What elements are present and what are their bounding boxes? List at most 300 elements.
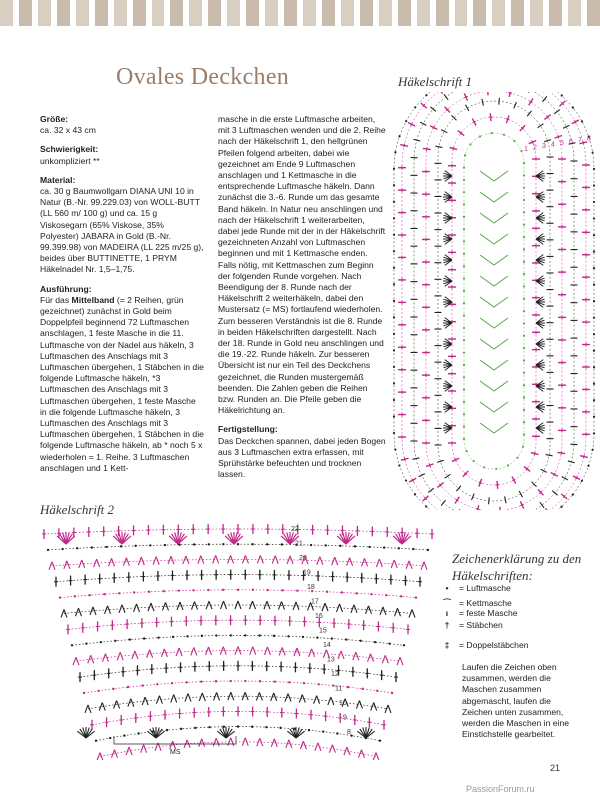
- treble-stitch-mark: [499, 98, 500, 105]
- double-crochet-crossbar: [561, 451, 562, 455]
- treble-stitch-mark: [465, 105, 468, 111]
- border-stitch-mark: [328, 697, 331, 705]
- treble-stitch-mark: [413, 458, 420, 460]
- border-chain-mark: [157, 636, 159, 638]
- border-chain-mark: [114, 640, 116, 642]
- instructions-column-2: [218, 114, 386, 489]
- border-stitch-mark: [315, 743, 318, 751]
- border-chain-mark: [103, 593, 105, 595]
- chain-stitch-mark: [523, 347, 525, 349]
- center-band-mark: [480, 318, 508, 328]
- border-chain-mark: [391, 692, 393, 694]
- border-chain-mark: [266, 543, 268, 545]
- border-chain-mark: [208, 543, 210, 545]
- chain-stitch-mark: [591, 449, 593, 451]
- instructions-column-1: [40, 114, 204, 482]
- chain-stitch-mark: [463, 277, 465, 279]
- groesse-value: ca. 32 x 43 cm: [40, 125, 96, 136]
- border-stitch-mark: [238, 601, 241, 609]
- border-stitch-mark: [332, 745, 335, 753]
- legend-title: Zeichenerklärung zu den Häkelschriften:: [452, 551, 582, 583]
- border-chain-mark: [281, 589, 283, 591]
- border-stitch-mark: [228, 738, 231, 746]
- chain-stitch-mark: [393, 349, 395, 351]
- chart-row-label: 9: [343, 714, 347, 722]
- border-stitch-mark: [245, 738, 248, 746]
- chain-stitch-mark: [560, 506, 562, 508]
- treble-stitch-mark: [528, 92, 531, 93]
- border-chain-mark: [347, 686, 349, 688]
- border-stitch-mark: [97, 559, 100, 567]
- chain-stitch-mark: [394, 448, 396, 450]
- legend-label: = Luftmasche: [459, 583, 511, 593]
- border-chain-mark: [71, 644, 73, 646]
- border-stitch-mark: [257, 555, 260, 563]
- border-chain-mark: [258, 634, 260, 636]
- center-band-mark: [480, 255, 508, 265]
- border-chain-mark: [341, 591, 343, 593]
- legend-item: [441, 583, 511, 593]
- treble-stitch-mark: [538, 124, 544, 128]
- border-chain-mark: [266, 589, 268, 591]
- treble-stitch-mark: [437, 460, 444, 462]
- chain-stitch-mark: [523, 409, 525, 411]
- center-band-mark: [480, 381, 508, 391]
- decorative-stripe-bar: [0, 0, 600, 26]
- border-chain-mark: [230, 634, 232, 636]
- treble-stitch-mark: [435, 146, 442, 147]
- border-chain-mark: [186, 635, 188, 637]
- border-chain-mark: [361, 688, 363, 690]
- chart-row-label: 8: [347, 729, 351, 736]
- border-chain-mark: [88, 594, 90, 596]
- border-chain-mark: [379, 740, 381, 742]
- treble-stitch-mark: [562, 477, 568, 480]
- treble-stitch-mark: [514, 102, 517, 108]
- chart-ring: [402, 92, 586, 510]
- chart-row-label: 12: [331, 671, 339, 678]
- chain-stitch-mark: [593, 383, 595, 385]
- chain-stitch-mark: [593, 300, 595, 302]
- border-chain-mark: [177, 589, 179, 591]
- treble-stitch-mark: [552, 491, 557, 496]
- chart-row-label: 13: [327, 656, 335, 664]
- treble-stitch-mark: [554, 110, 560, 114]
- border-chain-mark: [251, 543, 253, 545]
- border-chain-mark: [85, 642, 87, 644]
- border-chain-mark: [251, 726, 253, 728]
- border-chain-mark: [316, 636, 318, 638]
- border-chain-mark: [127, 686, 129, 688]
- border-stitch-mark: [250, 647, 253, 655]
- border-stitch-mark: [156, 557, 159, 565]
- border-chain-mark: [215, 680, 217, 682]
- border-chain-mark: [166, 729, 168, 731]
- chain-stitch-mark: [425, 505, 427, 507]
- border-chain-mark: [308, 729, 310, 731]
- chain-stitch-mark: [463, 339, 465, 341]
- double-crochet-crossbar: [534, 452, 535, 455]
- border-stitch-mark: [323, 650, 326, 658]
- legend-note: Laufen die Zeichen oben zusammen, werden die Maschen zusammen abgemascht, laufen die Zeichen unten zusammen, werden die Maschen in eine Einstichstelle gearbeitet.: [462, 662, 570, 740]
- fertigstellung-label: Fertigstellung:: [218, 424, 278, 435]
- double-crochet-crossbar: [453, 147, 454, 150]
- center-band-mark: [480, 276, 508, 286]
- chain-stitch-mark: [523, 298, 525, 300]
- chain-stitch-mark: [393, 168, 395, 170]
- border-chain-mark: [302, 636, 304, 638]
- schwierigkeit-value: unkompliziert **: [40, 155, 100, 166]
- chart-row-label: 3: [542, 143, 546, 150]
- legend-item: [441, 608, 518, 618]
- treble-stitch-mark: [456, 486, 460, 491]
- border-chain-mark: [355, 592, 357, 594]
- border-chain-mark: [74, 595, 76, 597]
- double-crochet-mark: [487, 92, 488, 95]
- double-crochet-crossbar: [476, 509, 479, 510]
- chain-stitch-mark: [393, 201, 395, 203]
- treble-stitch-mark: [441, 500, 445, 505]
- border-chain-mark: [237, 543, 239, 545]
- chain-stitch-mark: [393, 217, 395, 219]
- treble-stitch-mark: [444, 94, 448, 100]
- double-crochet-crossbar: [455, 458, 456, 461]
- chain-stitch-mark: [593, 250, 595, 252]
- chain-stitch-mark: [414, 106, 416, 108]
- border-chain-mark: [163, 590, 165, 592]
- double-crochet-crossbar: [558, 135, 559, 138]
- chain-stitch-mark: [523, 359, 525, 361]
- legend-symbol: ı: [445, 608, 449, 618]
- border-chain-mark: [208, 726, 210, 728]
- chart-row-label: 10: [339, 700, 347, 707]
- border-chain-mark: [95, 740, 97, 742]
- material-text: ca. 30 g Baumwollgarn DIANA UNI 10 in Natur (B.-Nr. 99.229.03) von WOLL-BUTT (LL 560 m/ 100 g) und ca. 15 g Viskosegarn (65% Viskose, 35% Polyester) JABARA in Gold (B.-Nr. 99.399.98) von MADEIRA (LL 225 m/25 g), beides über BUTTINETTE, 1 PRYM Häkelnadel Nr. 1,5–1,75.: [40, 186, 204, 275]
- border-row-arc: [64, 605, 412, 614]
- border-stitch-mark: [376, 753, 379, 760]
- chart-row-label: 2: [533, 144, 537, 152]
- border-stitch-mark: [129, 747, 132, 755]
- border-stitch-mark: [424, 562, 427, 570]
- border-chain-mark: [229, 680, 231, 682]
- border-chain-mark: [141, 684, 143, 686]
- chain-stitch-mark: [414, 493, 416, 495]
- border-stitch-mark: [117, 652, 120, 660]
- border-chain-mark: [120, 545, 122, 547]
- border-stitch-mark: [359, 701, 362, 709]
- chain-stitch-mark: [593, 350, 595, 352]
- chain-stitch-mark: [463, 228, 465, 230]
- double-crochet-mark: [545, 508, 550, 510]
- chain-stitch-mark: [463, 179, 465, 181]
- border-stitch-mark: [171, 695, 174, 703]
- border-chain-mark: [403, 644, 405, 646]
- schwierigkeit-label: Schwierigkeit:: [40, 144, 99, 155]
- treble-stitch-mark: [519, 491, 522, 497]
- treble-stitch-mark: [527, 111, 531, 116]
- chain-stitch-mark: [463, 203, 465, 205]
- chain-stitch-mark: [592, 151, 594, 153]
- chart-row-label: 7: [578, 137, 582, 144]
- chain-stitch-mark: [523, 199, 525, 201]
- treble-stitch-mark: [542, 96, 546, 101]
- treble-stitch-mark: [544, 140, 551, 142]
- border-chain-mark: [385, 594, 387, 596]
- center-band-mark: [480, 213, 508, 223]
- col2-text: masche in die erste Luftmasche arbeiten, mit 3 Luftmaschen wenden und die 2. Reihe nach der Häkelschrift 1, den hellgrünen Pfeilen folgend arbeiten, dabei wie gezeichnet am Ende 9 Luftmaschen anschlagen und 1 Kettmasche in die entsprechende Luftmasche häkeln. Dann zunächst die 3.-6. Runde um das gesamte Band häkeln. In Natur neu anschlingen und nach der Häkelschrift 1 weiterarbeiten, dabei jede Runde mit der in der Häkelschrift gezeichneten Anzahl von Luftmaschen beginnen und mit 1 Kettmasche enden. Falls nötig, mit Kettmaschen zum Beginn der folgenden Runde vorgehen. Nach Beendigung der 8. Runde nach der Häkelschrift 2 weiterhäkeln, dabei den Mustersatz (= MS) fortlaufend wiederholen. Zum besseren Verständnis ist die 8. Runde in beiden Häkelschriften dargestellt. Nach der 18. Runde in Gold neu anschlingen und die 19.-22. Runde häkeln. Zur besseren Übersicht ist nur ein Teil des Deckchens gezeichnet, die Runden mustergemäß beenden. Die Zahlen geben die Reihen bzw. Runden an. Die Pfeile geben die Häkelrichtung an.: [218, 114, 386, 416]
- chain-stitch-mark: [561, 94, 563, 96]
- chain-stitch-mark: [393, 283, 395, 285]
- chart-ring: [394, 92, 594, 510]
- border-stitch-mark: [317, 557, 320, 565]
- border-chain-mark: [137, 732, 139, 734]
- chain-stitch-mark: [465, 450, 467, 452]
- treble-stitch-mark: [540, 502, 544, 508]
- border-chain-mark: [374, 641, 376, 643]
- border-chain-mark: [383, 546, 385, 548]
- border-chain-mark: [200, 680, 202, 682]
- chain-stitch-mark: [463, 216, 465, 218]
- chain-stitch-mark: [393, 267, 395, 269]
- chain-stitch-mark: [393, 250, 395, 252]
- chain-stitch-mark: [523, 273, 525, 275]
- chain-stitch-mark: [491, 132, 493, 134]
- double-crochet-crossbar: [506, 119, 509, 120]
- double-crochet-crossbar: [426, 147, 427, 151]
- chain-stitch-mark: [503, 134, 505, 136]
- border-stitch-mark: [400, 657, 403, 665]
- chain-stitch-mark: [522, 446, 524, 448]
- legend-label: = feste Masche: [459, 608, 518, 618]
- treble-stitch-mark: [430, 107, 435, 112]
- chain-stitch-mark: [393, 399, 395, 401]
- border-chain-mark: [201, 635, 203, 637]
- chain-stitch-mark: [513, 140, 515, 142]
- border-chain-mark: [133, 591, 135, 593]
- border-row-arc: [68, 620, 408, 629]
- chart-ring: [452, 117, 536, 485]
- chain-stitch-mark: [463, 265, 465, 267]
- chain-stitch-mark: [463, 364, 465, 366]
- chain-stitch-mark: [463, 401, 465, 403]
- double-crochet-crossbar: [429, 464, 430, 467]
- border-stitch-mark: [412, 610, 415, 618]
- chain-stitch-mark: [593, 267, 595, 269]
- legend-symbol: ⌒: [442, 598, 452, 608]
- border-stitch-mark: [202, 693, 205, 701]
- border-chain-mark: [324, 544, 326, 546]
- border-chain-mark: [109, 737, 111, 739]
- border-stitch-mark: [97, 753, 100, 760]
- chart-row-label: 14: [323, 642, 331, 649]
- chart-ring: [426, 92, 562, 510]
- border-chain-mark: [326, 591, 328, 593]
- legend-item: [441, 620, 503, 630]
- chart-row-label: 18: [307, 584, 315, 591]
- chain-stitch-mark: [523, 236, 525, 238]
- treble-stitch-mark: [546, 455, 553, 456]
- chain-stitch-mark: [393, 300, 395, 302]
- border-chain-mark: [252, 589, 254, 591]
- border-chain-mark: [359, 640, 361, 642]
- chain-stitch-mark: [495, 468, 497, 470]
- chain-stitch-mark: [523, 224, 525, 226]
- border-chain-mark: [336, 732, 338, 734]
- chain-stitch-mark: [393, 316, 395, 318]
- center-band-mark: [480, 234, 508, 244]
- border-stitch-mark: [409, 610, 412, 618]
- chain-stitch-mark: [581, 480, 583, 482]
- border-chain-mark: [331, 637, 333, 639]
- border-chain-mark: [279, 727, 281, 729]
- chain-stitch-mark: [593, 416, 595, 418]
- fertigstellung-text: Das Deckchen spannen, dabei jeden Bogen aus 3 Luftmaschen extra erfassen, mit Sprühstärke befeuchten und trocknen lassen.: [218, 435, 386, 480]
- chain-stitch-mark: [593, 184, 595, 186]
- chain-stitch-mark: [593, 234, 595, 236]
- border-stitch-mark: [194, 647, 197, 655]
- treble-stitch-mark: [563, 125, 569, 128]
- border-chain-mark: [100, 641, 102, 643]
- treble-stitch-mark: [419, 474, 425, 477]
- treble-stitch-mark: [541, 469, 547, 472]
- center-band-mark: [480, 171, 508, 181]
- chain-stitch-mark: [463, 290, 465, 292]
- border-stitch-mark: [322, 603, 325, 611]
- chain-stitch-mark: [463, 314, 465, 316]
- border-stitch-mark: [216, 555, 219, 563]
- border-stitch-mark: [340, 604, 343, 612]
- groesse-label: Größe:: [40, 114, 69, 124]
- border-row-arc: [84, 681, 392, 693]
- chain-stitch-mark: [523, 322, 525, 324]
- chain-stitch-mark: [405, 479, 407, 481]
- chain-stitch-mark: [523, 310, 525, 312]
- border-row-arc: [72, 635, 404, 645]
- border-stitch-mark: [385, 705, 388, 713]
- chain-stitch-mark: [394, 151, 396, 153]
- chain-stitch-mark: [593, 284, 595, 286]
- border-chain-mark: [222, 543, 224, 545]
- border-chain-mark: [112, 688, 114, 690]
- treble-stitch-mark: [457, 509, 460, 510]
- chain-stitch-mark: [393, 415, 395, 417]
- legend-label: = Kettmasche: [459, 598, 512, 608]
- legend-symbol: ‡: [444, 640, 450, 650]
- border-row-arc: [52, 559, 424, 565]
- chain-stitch-mark: [593, 333, 595, 335]
- border-chain-mark: [296, 589, 298, 591]
- ausfuehrung-pre: Für das: [40, 294, 72, 305]
- chart-row-label: 5: [560, 140, 564, 147]
- chain-stitch-mark: [463, 389, 465, 391]
- chart-row-label: 1: [524, 146, 528, 153]
- chain-stitch-mark: [463, 240, 465, 242]
- border-chain-mark: [123, 734, 125, 736]
- chart-row-label: 22: [291, 526, 299, 533]
- chain-stitch-mark: [463, 376, 465, 378]
- border-stitch-mark: [119, 605, 122, 613]
- legend-label: = Doppelstäbchen: [459, 640, 529, 650]
- chain-stitch-mark: [479, 135, 481, 137]
- border-chain-mark: [310, 544, 312, 546]
- border-chain-mark: [143, 637, 145, 639]
- chain-stitch-mark: [593, 201, 595, 203]
- border-chain-mark: [412, 548, 414, 550]
- double-crochet-crossbar: [584, 455, 585, 459]
- border-stitch-mark: [176, 648, 179, 656]
- border-chain-mark: [388, 642, 390, 644]
- ausfuehrung-text: (= 2 Reihen, grün gezeichnet) zunächst in Gold beim Doppelpfeil beginnend 72 Luftmaschen anschlagen, 1 feste Masche in die 11. Luftmasche von der Nadel aus häkeln, 3 Luftmaschen des Anschlags mit 3 Luftmaschen übergehen, 1 Stäbchen in die folgende Luftmasche häkeln, *3 Luftmaschen des Anschlags mit 3 Luftmaschen übergehen, 1 feste Masche in die folgende Luftmasche häkeln, 3 Luftmaschen des Anschlags mit 3 Luftmaschen übergehen, 1 Stäbchen in die folgende Luftmasche häkeln, ab * noch 5 x wiederholen = 1. Reihe. 3 Luftmaschen anschlagen und 1 Kett-: [40, 294, 204, 473]
- chain-stitch-mark: [463, 166, 465, 168]
- chain-stitch-mark: [523, 372, 525, 374]
- double-crochet-mark: [438, 92, 443, 94]
- chain-stitch-mark: [393, 366, 395, 368]
- border-chain-mark: [97, 690, 99, 692]
- border-stitch-mark: [388, 705, 391, 713]
- border-stitch-mark: [371, 703, 374, 711]
- chart-row-label: 4: [551, 141, 555, 149]
- treble-stitch-mark: [445, 474, 451, 478]
- watermark: PassionForum.ru: [466, 784, 535, 794]
- chain-stitch-mark: [520, 150, 522, 152]
- chain-stitch-mark: [463, 426, 465, 428]
- chain-stitch-mark: [587, 465, 589, 467]
- border-chain-mark: [192, 589, 194, 591]
- double-crochet-crossbar: [532, 141, 533, 144]
- border-chain-mark: [207, 589, 209, 591]
- border-chain-mark: [83, 692, 85, 694]
- border-chain-mark: [398, 547, 400, 549]
- border-chain-mark: [129, 638, 131, 640]
- border-stitch-mark: [73, 657, 76, 665]
- diagram-2-label: Häkelschrift 2: [40, 502, 115, 517]
- legend-symbol: •: [445, 583, 449, 593]
- double-crochet-crossbar: [479, 482, 482, 483]
- chain-stitch-mark: [393, 333, 395, 335]
- border-chain-mark: [185, 681, 187, 683]
- treble-stitch-mark: [482, 99, 483, 106]
- border-chain-mark: [194, 727, 196, 729]
- border-chain-mark: [370, 593, 372, 595]
- chart-row-label: 20: [299, 555, 307, 562]
- chart-row-label: 11: [335, 685, 343, 693]
- chart-row-label: 17: [311, 598, 319, 606]
- chain-stitch-mark: [405, 120, 407, 122]
- border-chain-mark: [61, 548, 63, 550]
- border-stitch-mark: [335, 557, 338, 565]
- chain-stitch-mark: [523, 187, 525, 189]
- chain-stitch-mark: [523, 384, 525, 386]
- chain-stitch-mark: [464, 154, 466, 156]
- crochet-chart-1: [388, 92, 600, 510]
- border-chain-mark: [222, 589, 224, 591]
- border-chain-mark: [265, 726, 267, 728]
- border-chain-mark: [317, 683, 319, 685]
- border-chain-mark: [345, 638, 347, 640]
- chain-stitch-mark: [523, 162, 525, 164]
- center-band-mark: [480, 192, 508, 202]
- chain-stitch-mark: [523, 421, 525, 423]
- legend-item: [441, 640, 529, 650]
- chain-stitch-mark: [425, 94, 427, 96]
- border-chain-mark: [59, 596, 61, 598]
- page-title: Ovales Deckchen: [116, 64, 290, 90]
- chain-stitch-mark: [463, 352, 465, 354]
- border-stitch-mark: [156, 696, 159, 704]
- border-stitch-mark: [267, 647, 270, 655]
- border-stitch-mark: [144, 745, 147, 753]
- border-stitch-mark: [382, 655, 385, 663]
